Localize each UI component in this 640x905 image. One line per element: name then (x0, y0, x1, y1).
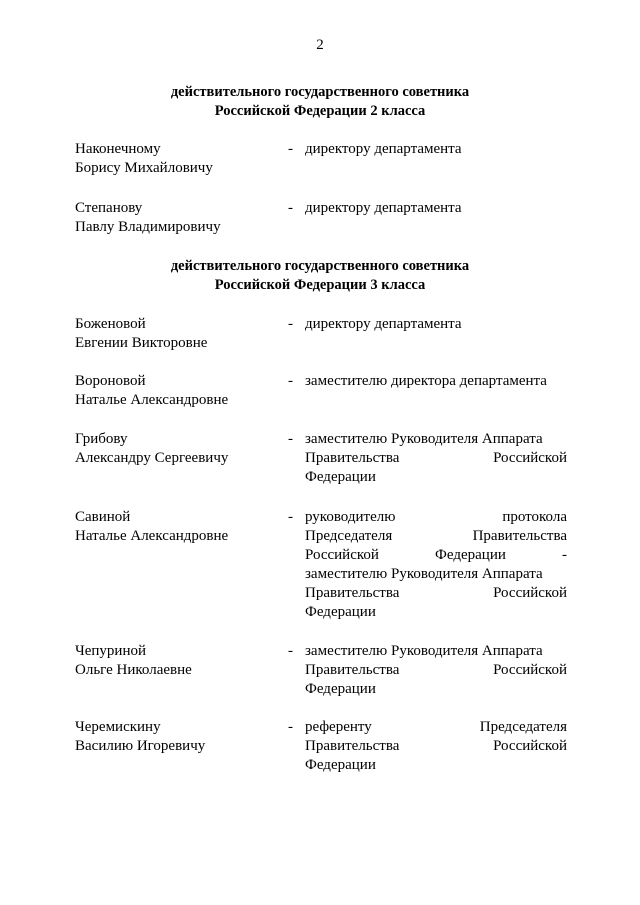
dash: - (288, 141, 293, 157)
surname: Наконечному (75, 141, 161, 157)
dash: - (288, 373, 293, 389)
word: Правительства (472, 528, 567, 544)
section-heading (0, 83, 640, 121)
given-name: Павлу Владимировичу (75, 219, 221, 235)
recipient-name (75, 372, 275, 410)
position-line: директору департамента (305, 141, 462, 157)
word: Правительства (305, 662, 400, 678)
section-heading-line: действительного государственного советника (170, 84, 470, 100)
word: Российской (493, 585, 567, 601)
surname: Вороновой (75, 373, 146, 389)
position-title (305, 199, 567, 218)
position-title (305, 140, 567, 159)
dash: - (288, 509, 293, 525)
position-title (305, 372, 567, 391)
given-name: Борису Михайловичу (75, 160, 213, 176)
dash: - (288, 431, 293, 447)
word: референту (305, 719, 372, 735)
surname: Савиной (75, 509, 131, 525)
word: - (562, 547, 567, 563)
word: руководителю (305, 509, 396, 525)
recipient-name (75, 140, 275, 178)
position-line (305, 546, 567, 565)
position-line (305, 718, 567, 737)
position-title (305, 642, 567, 699)
surname: Боженовой (75, 316, 146, 332)
recipient-name (75, 508, 275, 546)
recipient-name (75, 199, 275, 237)
recipient-name (75, 718, 275, 756)
given-name: Ольге Николаевне (75, 662, 192, 678)
section-heading-line: Российской Федерации 3 класса (214, 277, 426, 293)
position-line: Федерации (305, 469, 376, 485)
position-line: заместителю Руководителя Аппарата (305, 643, 543, 659)
position-line: Федерации (305, 757, 376, 773)
position-line: заместителю Руководителя Аппарата (305, 431, 543, 447)
position-line (305, 527, 567, 546)
word: Российской (305, 547, 379, 563)
word: Правительства (305, 738, 400, 754)
position-line (305, 449, 567, 468)
position-line: Федерации (305, 604, 376, 620)
given-name: Наталье Александровне (75, 392, 229, 408)
given-name: Наталье Александровне (75, 528, 229, 544)
given-name: Евгении Викторовне (75, 335, 208, 351)
word: Правительства (305, 450, 400, 466)
recipient-name (75, 315, 275, 353)
given-name: Александру Сергеевичу (75, 450, 229, 466)
position-line: Федерации (305, 681, 376, 697)
position-title (305, 315, 567, 334)
position-line: заместителю Руководителя Аппарата (305, 566, 543, 582)
page-number: 2 (316, 37, 324, 53)
position-line: директору департамента (305, 200, 462, 216)
word: Российской (493, 738, 567, 754)
position-line (305, 737, 567, 756)
given-name: Василию Игоревичу (75, 738, 206, 754)
position-title (305, 718, 567, 775)
dash: - (288, 643, 293, 659)
position-title (305, 508, 567, 622)
recipient-name (75, 430, 275, 468)
position-line (305, 584, 567, 603)
recipient-name (75, 642, 275, 680)
word: Председателя (479, 719, 567, 735)
word: Председателя (305, 528, 393, 544)
dash: - (288, 200, 293, 216)
section-heading (0, 257, 640, 295)
surname: Черемискину (75, 719, 161, 735)
dash: - (288, 316, 293, 332)
word: Российской (493, 450, 567, 466)
section-heading-line: действительного государственного советника (170, 258, 470, 274)
section-heading-line: Российской Федерации 2 класса (214, 103, 426, 119)
position-line: директору департамента (305, 316, 462, 332)
position-line (305, 661, 567, 680)
word: Российской (493, 662, 567, 678)
surname: Чепуриной (75, 643, 147, 659)
word: Федерации (435, 547, 506, 563)
position-line (305, 508, 567, 527)
word: протокола (502, 509, 567, 525)
surname: Степанову (75, 200, 143, 216)
position-title (305, 430, 567, 487)
position-line: заместителю директора департамента (305, 373, 547, 389)
word: Правительства (305, 585, 400, 601)
surname: Грибову (75, 431, 128, 447)
dash: - (288, 719, 293, 735)
